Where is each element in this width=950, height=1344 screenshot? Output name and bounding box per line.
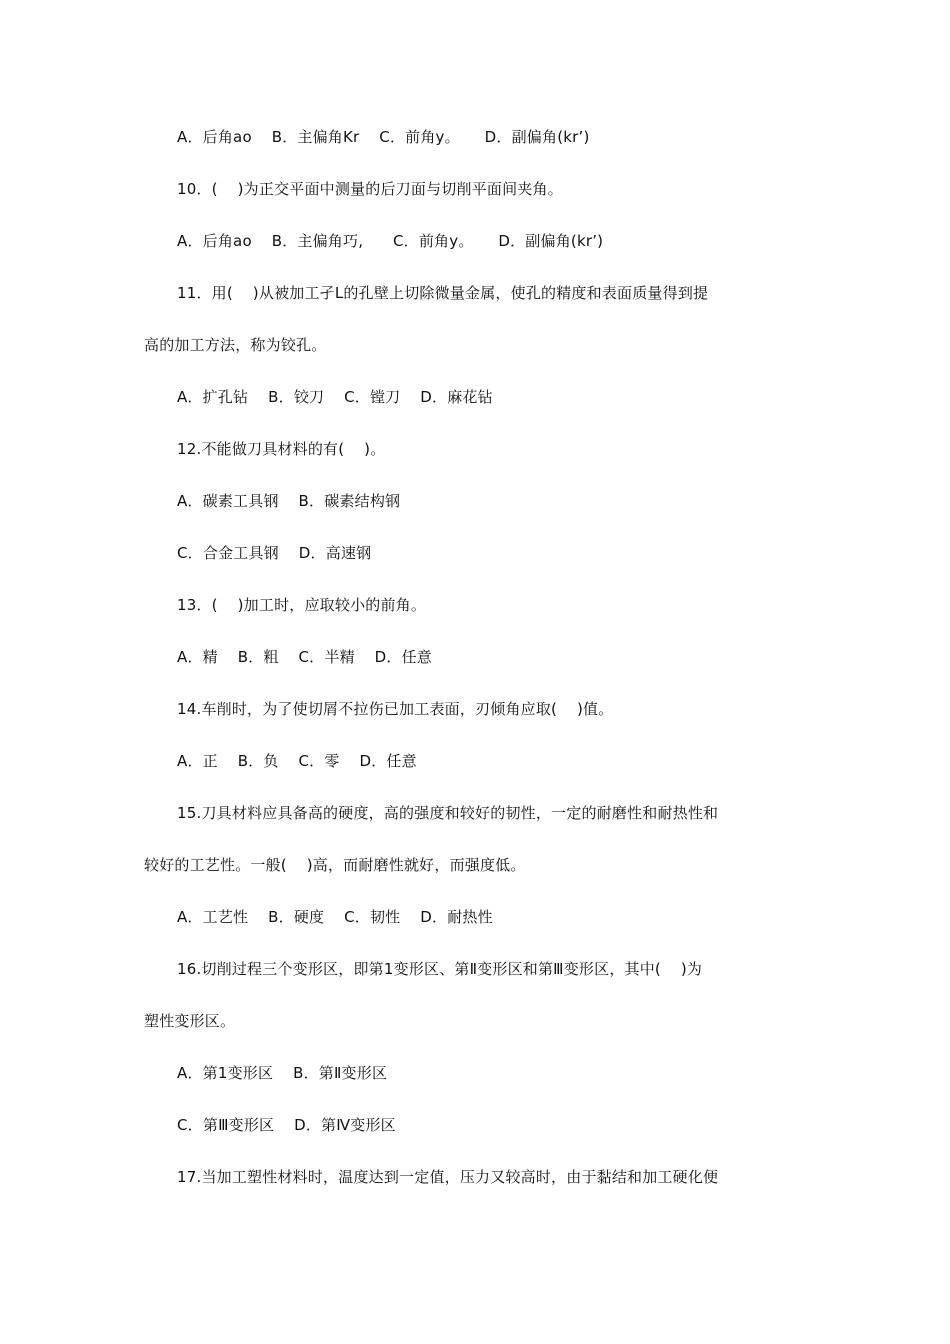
q12-question: 12.不能做刀具材料的有( )。 xyxy=(177,440,386,458)
q15-question-line2: 较好的工艺性。一般( )高，而耐磨性就好，而强度低。 xyxy=(144,856,526,874)
q15-question-line1: 15.刀具材料应具备高的硬度，高的强度和较好的韧性，一定的耐磨性和耐热性和 xyxy=(177,804,719,822)
q10-options: A．后角ao B．主偏角巧, C．前角y。 D．副偏角(kr’) xyxy=(177,232,604,250)
q15-options: A．工艺性 B．硬度 C．韧性 D．耐热性 xyxy=(177,908,493,926)
q12-options-ab: A．碳素工具钢 B．碳素结构钢 xyxy=(177,492,401,510)
q16-options-ab: A．第1变形区 B．第Ⅱ变形区 xyxy=(177,1064,388,1082)
q17-question-line1: 17.当加工塑性材料时，温度达到一定值，压力又较高时，由于黏结和加工硬化便 xyxy=(177,1168,719,1186)
q11-options: A．扩孔钻 B．铰刀 C．镗刀 D．麻花钻 xyxy=(177,388,493,406)
q13-question: 13．( )加工时，应取较小的前角。 xyxy=(177,596,427,614)
q9-options: A．后角ao B．主偏角Kr C．前角y。 D．副偏角(kr’) xyxy=(177,128,590,146)
q11-question-line2: 高的加工方法，称为铰孔。 xyxy=(144,336,327,354)
q13-options: A．精 B．粗 C．半精 D．任意 xyxy=(177,648,432,666)
q12-options-cd: C．合金工具钢 D．高速钢 xyxy=(177,544,372,562)
q14-question: 14.车削时，为了使切屑不拉伤已加工表面，刃倾角应取( )值。 xyxy=(177,700,614,718)
q14-options: A．正 B．负 C．零 D．任意 xyxy=(177,752,417,770)
q16-question-line1: 16.切削过程三个变形区，即第1变形区、第Ⅱ变形区和第Ⅲ变形区，其中( )为 xyxy=(177,960,703,978)
q11-question-line1: 11．用( )从被加工孑L的孔壁上切除微量金属，使孔的精度和表面质量得到提 xyxy=(177,284,709,302)
q16-question-line2: 塑性变形区。 xyxy=(144,1012,236,1030)
q10-question: 10．( )为正交平面中测量的后刀面与切削平面间夹角。 xyxy=(177,180,563,198)
q16-options-cd: C．第Ⅲ变形区 D．第Ⅳ变形区 xyxy=(177,1116,396,1134)
